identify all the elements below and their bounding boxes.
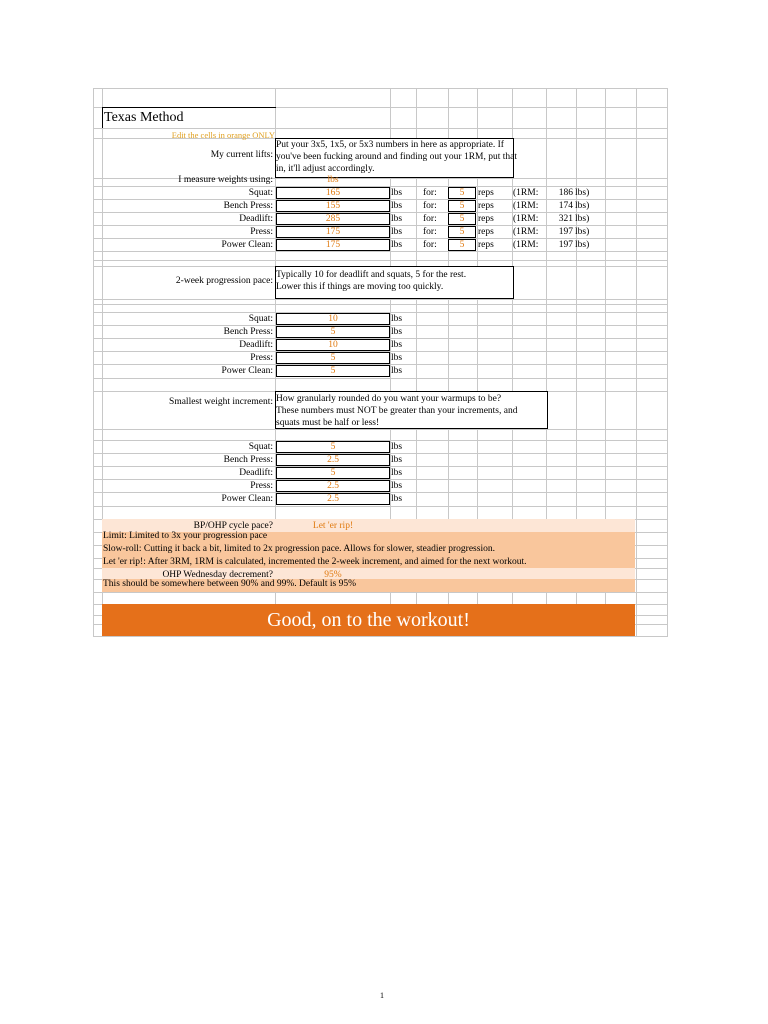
page-number: 1: [380, 991, 384, 1000]
progression-unit: lbs: [391, 340, 403, 350]
grid-line: [93, 429, 668, 430]
lift-weight-input[interactable]: 155: [325, 201, 341, 211]
progression-unit: lbs: [391, 327, 403, 337]
progression-input[interactable]: 5: [330, 353, 336, 363]
lift-unit: lbs: [391, 240, 403, 250]
lift-1rm-label: (1RM:: [513, 188, 539, 198]
workout-banner[interactable]: Good, on to the workout!: [102, 604, 635, 636]
lift-1rm-unit: lbs): [575, 188, 590, 198]
lift-unit: lbs: [391, 227, 403, 237]
lift-reps-input[interactable]: 5: [459, 201, 465, 211]
page-title: Texas Method: [104, 110, 184, 125]
ohp-label: OHP Wednesday decrement?: [162, 570, 273, 580]
lift-reps-input[interactable]: 5: [459, 227, 465, 237]
increment-unit: lbs: [391, 494, 403, 504]
increment-unit: lbs: [391, 468, 403, 478]
lift-name: Squat:: [248, 188, 273, 198]
lift-weight-input[interactable]: 285: [325, 214, 341, 224]
progression-unit: lbs: [391, 366, 403, 376]
increment-name: Power Clean:: [221, 494, 273, 504]
progression-name: Bench Press:: [223, 327, 273, 337]
units-input[interactable]: lbs: [327, 175, 339, 185]
lift-for-label: for:: [423, 201, 437, 211]
increment-input[interactable]: 2.5: [327, 481, 339, 491]
increment-name: Bench Press:: [223, 455, 273, 465]
lift-1rm-unit: lbs): [575, 201, 590, 211]
increment-help-line: squats must be half or less!: [276, 418, 380, 428]
increment-help-line: How granularly rounded do you want your warmups to be?: [276, 394, 502, 404]
lift-1rm-label: (1RM:: [513, 240, 539, 250]
lift-reps-input[interactable]: 5: [459, 240, 465, 250]
edit-note: Edit the cells in orange ONLY: [171, 130, 275, 140]
increment-unit: lbs: [391, 442, 403, 452]
lift-1rm-value: 197: [558, 227, 573, 237]
lift-unit: lbs: [391, 201, 403, 211]
grid-line: [93, 88, 668, 89]
lift-1rm-unit: lbs): [575, 214, 590, 224]
cycle-input[interactable]: Let 'er rip!: [312, 521, 354, 531]
progression-help-line: Lower this if things are moving too quickly.: [276, 282, 444, 292]
grid-line: [636, 88, 637, 637]
lift-1rm-value: 321: [558, 214, 573, 224]
increment-help-line: These numbers must NOT be greater than your increments, and: [276, 406, 518, 416]
current-lifts-help-line: Put your 3x5, 1x5, or 5x3 numbers in here as appropriate. If: [276, 140, 504, 150]
lift-for-label: for:: [423, 227, 437, 237]
lift-weight-input[interactable]: 175: [325, 240, 341, 250]
lift-reps-label: reps: [478, 227, 494, 237]
lift-for-label: for:: [423, 214, 437, 224]
lift-for-label: for:: [423, 188, 437, 198]
lift-name: Deadlift:: [239, 214, 273, 224]
lift-1rm-unit: lbs): [575, 227, 590, 237]
cycle-note: Slow-roll: Cutting it back a bit, limited to 2x progression pace. Allows for slower, steadier progression.: [103, 544, 495, 554]
lift-1rm-value: 197: [558, 240, 573, 250]
progression-input[interactable]: 10: [328, 340, 338, 350]
increment-input[interactable]: 5: [330, 468, 336, 478]
progression-input[interactable]: 10: [328, 314, 338, 324]
grid-line: [93, 378, 668, 379]
lift-unit: lbs: [391, 214, 403, 224]
lift-reps-label: reps: [478, 240, 494, 250]
grid-line: [93, 299, 668, 300]
lift-1rm-label: (1RM:: [513, 227, 539, 237]
lift-reps-label: reps: [478, 201, 494, 211]
increment-label: Smallest weight increment:: [169, 397, 273, 407]
lift-reps-label: reps: [478, 214, 494, 224]
lift-1rm-label: (1RM:: [513, 214, 539, 224]
progression-name: Squat:: [248, 314, 273, 324]
ohp-note: This should be somewhere between 90% and 99%. Default is 95%: [103, 579, 357, 589]
lift-1rm-unit: lbs): [575, 240, 590, 250]
cycle-note: Let 'er rip!: After 3RM, 1RM is calculated, incremented the 2-week increment, and aimed for the next workout.: [103, 557, 527, 567]
lift-unit: lbs: [391, 188, 403, 198]
lift-reps-input[interactable]: 5: [459, 188, 465, 198]
current-lifts-label: My current lifts:: [210, 150, 273, 160]
current-lifts-help-line: in, it'll adjust accordingly.: [276, 164, 375, 174]
ohp-input[interactable]: 95%: [324, 570, 342, 580]
grid-line: [93, 506, 668, 507]
progression-input[interactable]: 5: [330, 327, 336, 337]
current-lifts-help-line: you've been fucking around and finding out your 1RM, put that: [276, 152, 518, 162]
increment-input[interactable]: 2.5: [327, 494, 339, 504]
grid-line: [93, 636, 668, 637]
progression-name: Press:: [250, 353, 273, 363]
progression-name: Deadlift:: [239, 340, 273, 350]
grid-line: [93, 88, 94, 637]
lift-1rm-value: 174: [558, 201, 573, 211]
cycle-label: BP/OHP cycle pace?: [193, 521, 273, 531]
increment-input[interactable]: 5: [330, 442, 336, 452]
lift-name: Bench Press:: [223, 201, 273, 211]
progression-input[interactable]: 5: [330, 366, 336, 376]
progression-unit: lbs: [391, 353, 403, 363]
lift-weight-input[interactable]: 165: [325, 188, 341, 198]
lift-reps-input[interactable]: 5: [459, 214, 465, 224]
cycle-note: Limit: Limited to 3x your progression pace: [103, 531, 268, 541]
grid-line: [93, 304, 668, 305]
grid-line: [667, 88, 668, 637]
increment-unit: lbs: [391, 481, 403, 491]
increment-unit: lbs: [391, 455, 403, 465]
increment-name: Deadlift:: [239, 468, 273, 478]
increment-name: Squat:: [248, 442, 273, 452]
progression-help-line: Typically 10 for deadlift and squats, 5 for the rest.: [276, 270, 467, 280]
lift-1rm-label: (1RM:: [513, 201, 539, 211]
progression-unit: lbs: [391, 314, 403, 324]
lift-for-label: for:: [423, 240, 437, 250]
lift-reps-label: reps: [478, 188, 494, 198]
progression-label: 2-week progression pace:: [175, 276, 273, 286]
grid-line: [93, 592, 668, 593]
units-label: I measure weights using:: [178, 175, 273, 185]
lift-1rm-value: 186: [558, 188, 573, 198]
grid-line: [93, 251, 668, 252]
lift-name: Power Clean:: [221, 240, 273, 250]
grid-line: [93, 260, 668, 261]
increment-input[interactable]: 2.5: [327, 455, 339, 465]
increment-name: Press:: [250, 481, 273, 491]
lift-weight-input[interactable]: 175: [325, 227, 341, 237]
lift-name: Press:: [250, 227, 273, 237]
progression-name: Power Clean:: [221, 366, 273, 376]
